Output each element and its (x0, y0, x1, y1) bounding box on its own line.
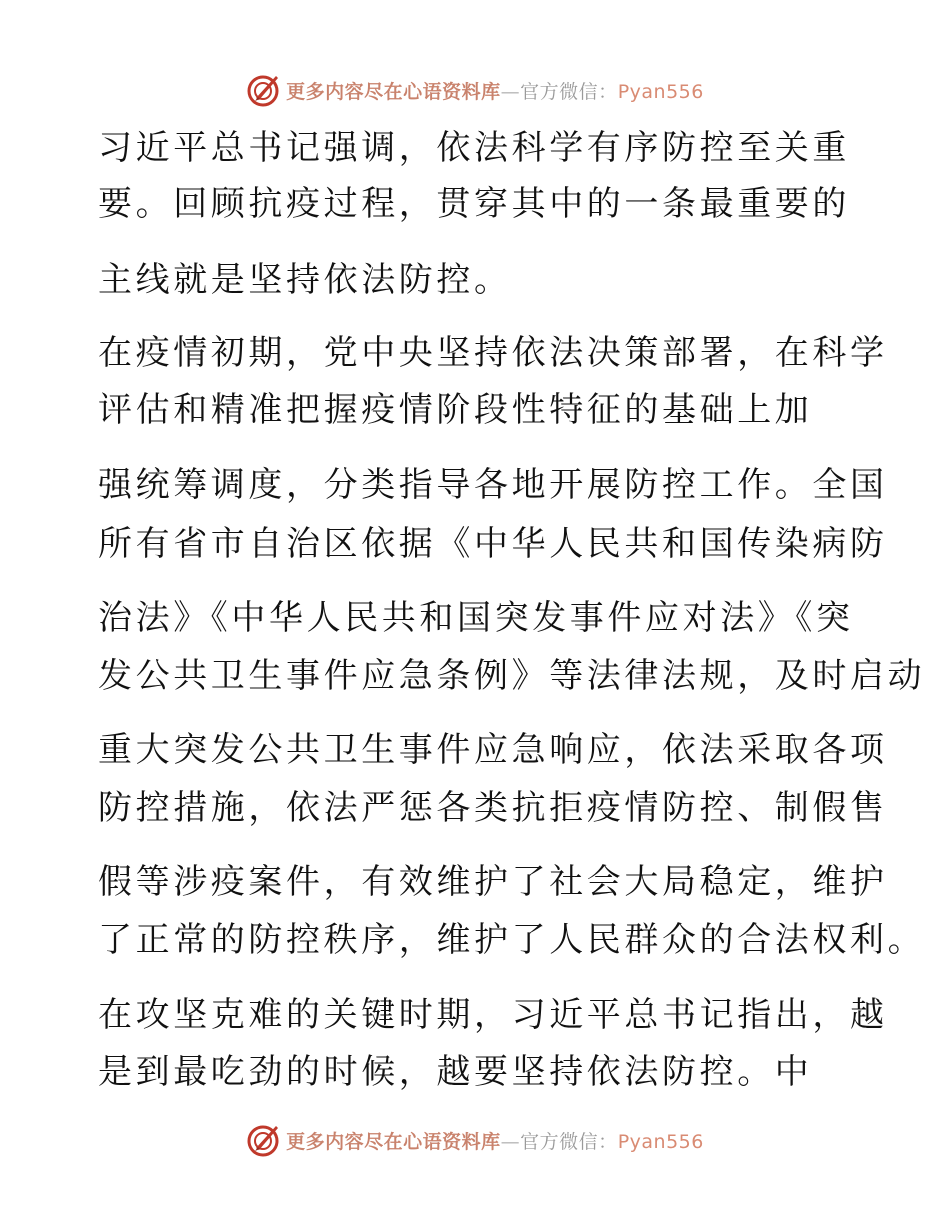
text-line: 了正常的防控秩序，维护了人民群众的合法权利。 (98, 920, 926, 960)
header-banner (0, 68, 950, 112)
banner-wechat-id: Pyan556 (617, 1130, 704, 1153)
banner-wechat-id: Pyan556 (617, 80, 704, 103)
text-line: 强统筹调度，分类指导各地开展防控工作。全国 (98, 465, 888, 505)
quill-seal-logo-icon (246, 1122, 282, 1158)
text-line: 要。回顾抗疫过程，贯穿其中的一条最重要的 (98, 184, 850, 224)
text-line: 治法》《中华人民共和国突发事件应对法》《突 (98, 598, 854, 638)
text-line: 是到最吃劲的时候，越要坚持依法防控。中 (98, 1052, 813, 1092)
text-line: 主线就是坚持依法防控。 (98, 260, 512, 300)
banner-separator: — (500, 80, 521, 103)
banner-main-text: 更多内容尽在心语资料库 (286, 1130, 501, 1153)
text-line: 发公共卫生事件应急条例》等法律法规，及时启动 (98, 656, 926, 696)
banner-main-text: 更多内容尽在心语资料库 (286, 80, 501, 103)
quill-seal-logo-icon (246, 72, 282, 108)
text-line: 重大突发公共卫生事件应急响应，依法采取各项 (98, 730, 888, 770)
banner-text (286, 77, 704, 104)
text-line: 评估和精准把握疫情阶段性特征的基础上加 (98, 390, 813, 430)
text-line: 所有省市自治区依据《中华人民共和国传染病防 (98, 524, 888, 564)
banner-text (286, 1127, 704, 1154)
footer-banner (0, 1118, 950, 1162)
text-line: 假等涉疫案件，有效维护了社会大局稳定，维护 (98, 862, 888, 902)
text-line: 习近平总书记强调，依法科学有序防控至关重 (98, 128, 850, 168)
banner-wechat-label: 官方微信： (520, 1130, 618, 1153)
text-line: 在疫情初期，党中央坚持依法决策部署，在科学 (98, 333, 888, 373)
text-line: 在攻坚克难的关键时期，习近平总书记指出，越 (98, 995, 888, 1035)
banner-separator: — (500, 1130, 521, 1153)
text-line: 防控措施，依法严惩各类抗拒疫情防控、制假售 (98, 788, 888, 828)
banner-wechat-label: 官方微信： (520, 80, 618, 103)
